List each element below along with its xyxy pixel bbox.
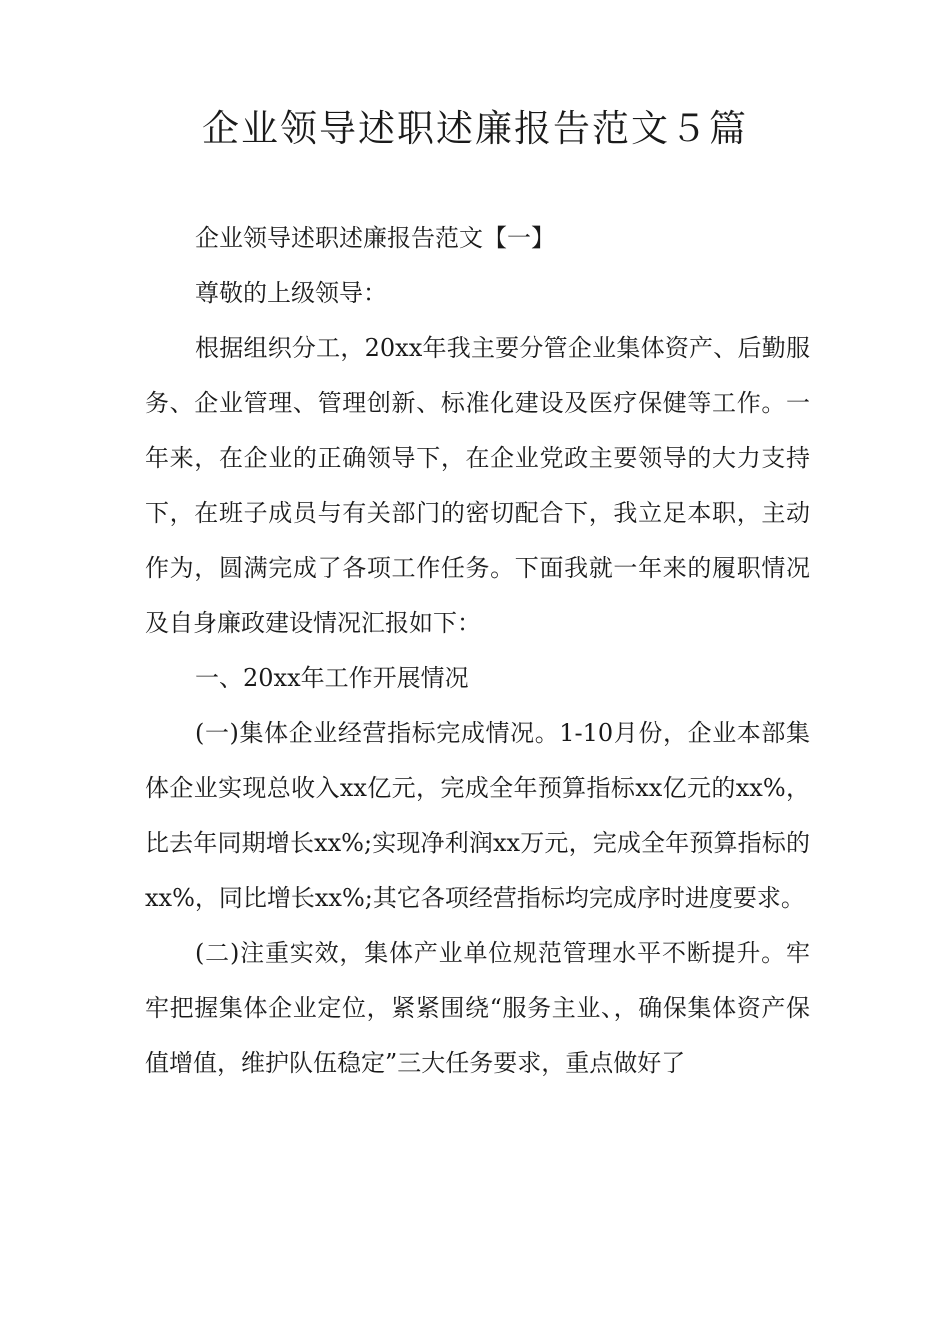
section-heading: 企业领导述职述廉报告范文【一】 [195,224,555,252]
subsection-heading: 一、20xx年工作开展情况 [195,664,469,692]
document-title: 企业领导述职述廉报告范文５篇 [202,107,748,150]
body-paragraph: (一)集体企业经营指标完成情况。1-10月份，企业本部集体企业实现总收入xx亿元，完成全年预算指标xx亿元的xx%，比去年同期增长xx%;实现净利润xx万元，完成全年预算指标的xx%，同比增长xx%;其它各项经营指标均完成序时进度要求。 [145,719,810,912]
body-paragraph: 根据组织分工，20xx年我主要分管企业集体资产、后勤服务、企业管理、管理创新、标准化建设及医疗保健等工作。一年来，在企业的正确领导下，在企业党政主要领导的大力支持下，在班子成员与有关部门的密切配合下，我立足本职，主动作为，圆满完成了各项工作任务。下面我就一年来的履职情况及自身廉政建设情况汇报如下： [145,334,810,637]
body-paragraph: (二)注重实效，集体产业单位规范管理水平不断提升。牢牢把握集体企业定位，紧紧围绕“服务主业、，确保集体资产保值增值，维护队伍稳定”三大任务要求，重点做好了 [145,939,810,1077]
salutation: 尊敬的上级领导： [195,279,387,307]
document-body [145,211,810,1091]
